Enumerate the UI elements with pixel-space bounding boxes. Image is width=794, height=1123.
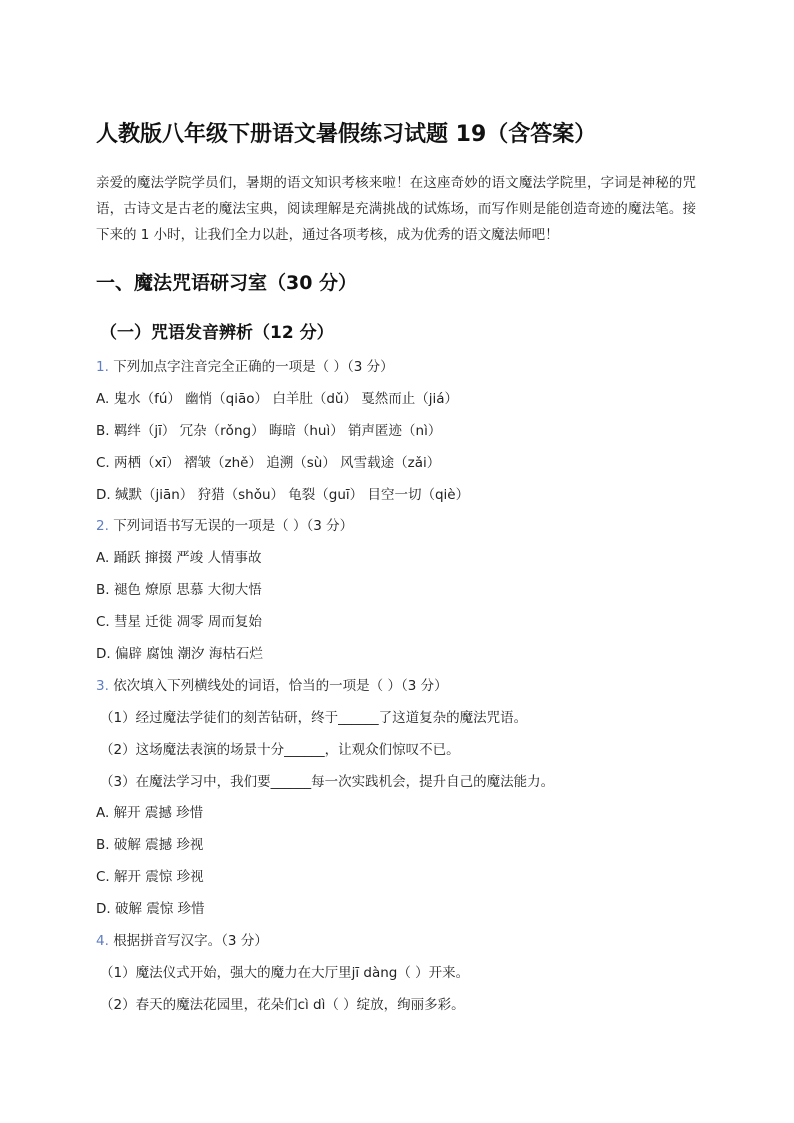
answer-option: D. 偏辟 腐蚀 潮汐 海枯石烂	[96, 646, 263, 663]
answer-option: C. 解开 震惊 珍视	[96, 869, 204, 886]
answer-option: B. 羁绊（jī） 冗杂（rǒng） 晦暗（huì） 销声匿迹（nì）	[96, 422, 442, 439]
question-stem	[96, 511, 696, 543]
answer-option: A. 踊跃 撺掇 严竣 人情事故	[96, 550, 262, 567]
question-stem	[96, 671, 696, 703]
question-sub-item: （2）春天的魔法花园里，花朵们cì dì（ ）绽放，绚丽多彩。	[100, 996, 465, 1013]
question-text: 下列词语书写无误的一项是（ ）（3 分）	[113, 518, 354, 535]
question-text: 依次填入下列横线处的词语，恰当的一项是（ ）（3 分）	[113, 677, 448, 694]
section-heading: 一、魔法咒语研习室（30 分）	[96, 272, 358, 294]
question-stem	[96, 352, 696, 384]
question-number: 4.	[96, 933, 109, 950]
answer-option: C. 彗星 迁徙 凋零 周而复始	[96, 614, 262, 631]
question-stem	[96, 926, 696, 958]
question-number: 2.	[96, 518, 109, 535]
question-sub-item: （2）这场魔法表演的场景十分______，让观众们惊叹不已。	[100, 741, 460, 758]
question-text: 下列加点字注音完全正确的一项是（ ）（3 分）	[113, 359, 394, 375]
answer-option: D. 破解 震惊 珍惜	[96, 901, 205, 918]
question-sub-item: （1）魔法仪式开始，强大的魔力在大厅里jī dàng（ ）开来。	[100, 964, 470, 981]
answer-option: B. 破解 震撼 珍视	[96, 837, 204, 854]
document-page	[96, 118, 696, 1022]
intro-paragraph: 亲爱的魔法学院学员们，暑期的语文知识考核来啦！在这座奇妙的语文魔法学院里，字词是神秘的咒语，古诗文是古老的魔法宝典，阅读理解是充满挑战的试炼场，而写作则是能创造奇迹的魔法笔。接下来的 1 小时，让我们全力以赴，通过各项考核，成为优秀的语文魔法师吧！	[96, 175, 696, 243]
answer-option: D. 缄默（jiān） 狩猎（shǒu） 龟裂（guī） 目空一切（qiè）	[96, 486, 470, 503]
question-list	[96, 352, 696, 1022]
answer-option: C. 两栖（xī） 褶皱（zhě） 追溯（sù） 风雪载途（zǎi）	[96, 454, 441, 471]
answer-option: A. 鬼水（fú） 幽悄（qiāo） 白羊肚（dǔ） 戛然而止（jiá）	[96, 390, 459, 407]
question-text: 根据拼音写汉字。（3 分）	[113, 933, 268, 950]
document-title: 人教版八年级下册语文暑假练习试题 19（含答案）	[96, 122, 597, 147]
question-number: 1.	[96, 359, 109, 375]
question-number: 3.	[96, 677, 109, 694]
question-sub-item: （3）在魔法学习中，我们要______每一次实践机会，提升自己的魔法能力。	[100, 773, 555, 790]
answer-option: A. 解开 震撼 珍惜	[96, 805, 204, 822]
question-sub-item: （1）经过魔法学徒们的刻苦钻研，终于______了这道复杂的魔法咒语。	[100, 709, 528, 726]
subsection-heading: （一）咒语发音辨析（12 分）	[100, 323, 334, 343]
answer-option: B. 褪色 燎原 思慕 大彻大悟	[96, 582, 262, 599]
